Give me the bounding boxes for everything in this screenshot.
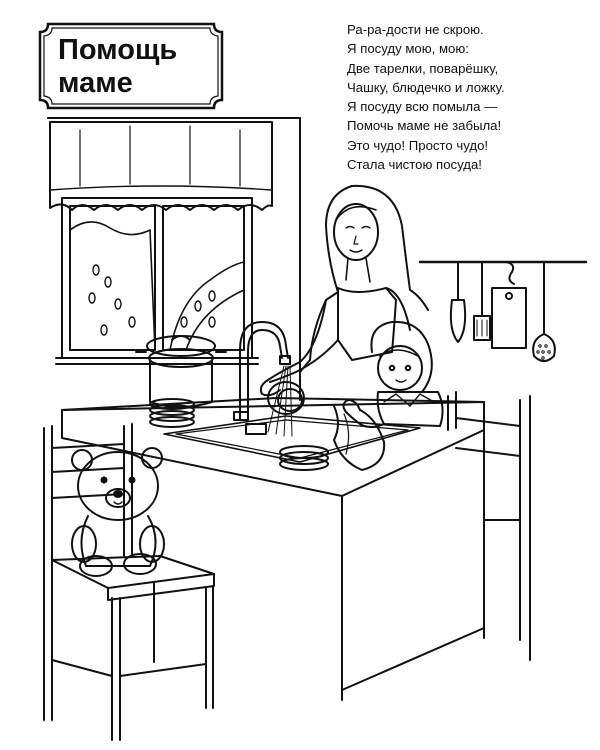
- poem-line: Стала чистою посуда!: [347, 157, 482, 173]
- cooking-pot: [136, 336, 226, 407]
- poem-line: Я посуду всю помыла —: [347, 99, 498, 115]
- poem-line: Это чудо! Просто чудо!: [347, 137, 489, 153]
- title-line-2: маме: [58, 67, 133, 99]
- curtain: [48, 118, 272, 210]
- kitchen-island: [62, 398, 484, 700]
- utensil-rack: [420, 262, 586, 361]
- poem-line: Чашку, блюдечко и ложку.: [347, 79, 505, 95]
- poem-line: Я посуду мою, мою:: [347, 41, 469, 57]
- chair-right: [448, 392, 530, 660]
- poem-line: Ра-ра-дости не скрою.: [347, 22, 484, 37]
- poem-line: Помочь маме не забыла!: [347, 118, 502, 134]
- title-line-1: Помощь: [58, 34, 178, 66]
- chair-left: [44, 424, 214, 740]
- poem-line: Две тарелки, поварёшку,: [347, 60, 499, 76]
